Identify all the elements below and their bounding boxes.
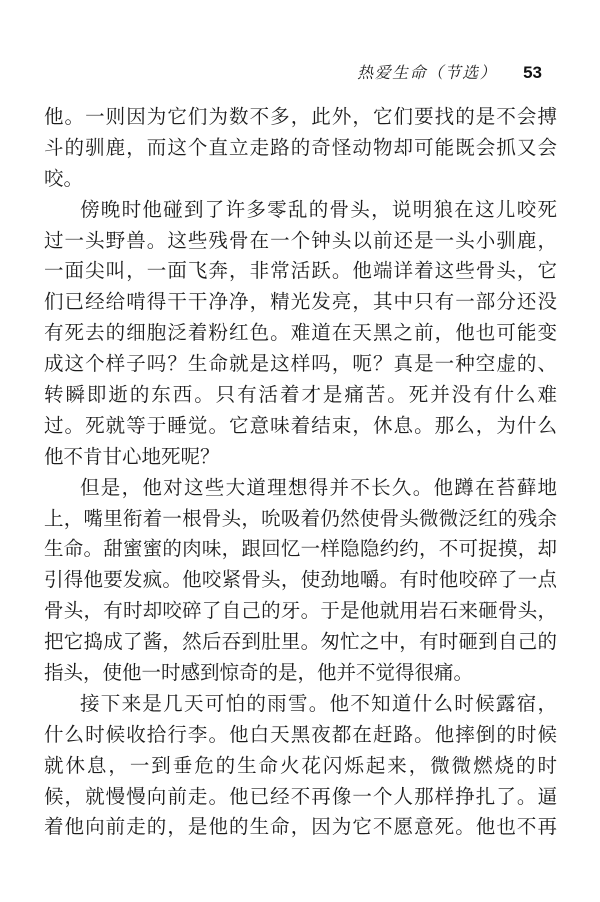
- text-line: 过。死就等于睡觉。它意味着结束，休息。那么，为什么: [44, 415, 557, 437]
- text-line: 但是，他对这些大道理想得并不长久。他蹲在苔藓地: [80, 477, 557, 499]
- text-line: 指头，使他一时感到惊奇的是，他并不觉得很痛。: [44, 663, 474, 685]
- paragraph-2: [44, 196, 557, 474]
- text-line: 接下来是几天可怕的雨雪。他不知道什么时候露宿，: [80, 693, 557, 715]
- text-line: 有死去的细胞泛着粉红色。难道在天黑之前，他也可能变: [44, 323, 557, 345]
- running-header: [0, 60, 542, 83]
- text-line: 过一头野兽。这些残骨在一个钟头以前还是一头小驯鹿，: [44, 230, 557, 252]
- text-line: 成这个样子吗？生命就是这样吗，呃？真是一种空虚的、: [44, 354, 557, 376]
- text-line: 咬。: [44, 168, 84, 190]
- paragraph-4: [44, 690, 557, 844]
- text-line: 上，嘴里衔着一根骨头，吮吸着仍然使骨头微微泛红的残余: [44, 508, 557, 530]
- text-line: 他。一则因为它们为数不多，此外，它们要找的是不会搏: [44, 107, 557, 128]
- text-line: 引得他要发疯。他咬紧骨头，使劲地嚼。有时他咬碎了一点: [44, 570, 557, 592]
- text-line: 候，就慢慢向前走。他已经不再像一个人那样挣扎了。逼: [44, 786, 557, 808]
- text-line: 着他向前走的，是他的生命，因为它不愿意死。他也不再: [44, 817, 557, 839]
- text-line: 们已经给啃得干干净净，精光发亮，其中只有一部分还没: [44, 292, 557, 314]
- text-line: 骨头，有时却咬碎了自己的牙。于是他就用岩石来砸骨头，: [44, 601, 557, 623]
- text-line: 他不肯甘心地死呢？: [44, 446, 220, 468]
- text-line: 转瞬即逝的东西。只有活着才是痛苦。死并没有什么难: [44, 385, 557, 407]
- text-line: 斗的驯鹿，而这个直立走路的奇怪动物却可能既会抓又会: [44, 137, 557, 159]
- page-body: [44, 103, 557, 844]
- paragraph-3: [44, 474, 557, 690]
- text-line: 生命。甜蜜蜜的肉味，跟回忆一样隐隐约约，不可捉摸，却: [44, 539, 557, 561]
- page-number: 53: [523, 63, 542, 82]
- text-line: 什么时候收拾行李。他白天黑夜都在赶路。他摔倒的时候: [44, 724, 557, 746]
- text-line: 就休息，一到垂危的生命火花闪烁起来，微微燃烧的时: [44, 755, 557, 777]
- running-head-title: 热爱生命（节选）: [357, 65, 498, 82]
- paragraph-1: [44, 103, 557, 196]
- text-line: 把它捣成了酱，然后吞到肚里。匆忙之中，有时砸到自己的: [44, 632, 557, 654]
- text-line: 傍晚时他碰到了许多零乱的骨头，说明狼在这儿咬死: [80, 199, 557, 221]
- text-line: 一面尖叫，一面飞奔，非常活跃。他端详着这些骨头，它: [44, 261, 557, 283]
